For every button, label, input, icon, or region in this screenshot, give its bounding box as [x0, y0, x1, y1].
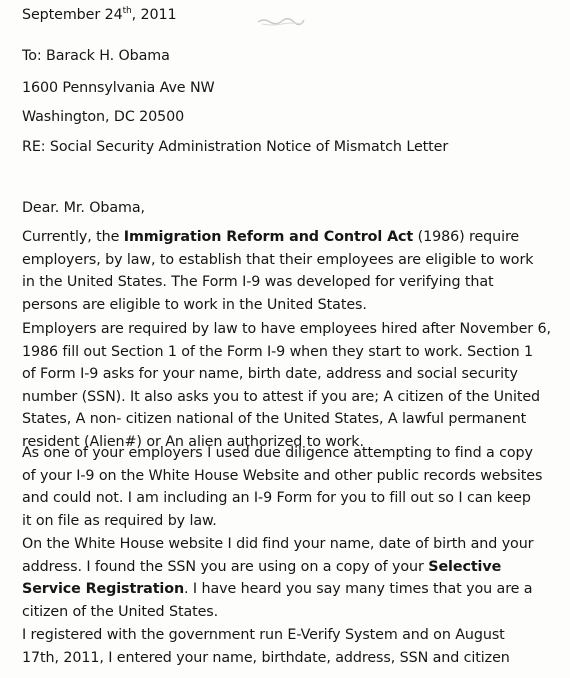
letter-date: September 24th, 2011: [22, 6, 177, 23]
recipient-line: To: Barack H. Obama: [22, 48, 170, 64]
paragraph-4: On the White House website I did find your name, date of birth and your address. I found the SSN you are using on a copy of your Selective Service Registration. I have heard you say many times that you are a citizen of the United States.: [22, 536, 534, 620]
paragraph-3: As one of your employers I used due diligence attempting to find a copy of your I-9 on the White House Website and other public records websites and could not. I am including an I-9 Form for you to fill out so I can keep it on file as required by law.: [22, 445, 543, 529]
act-name: Immigration Reform and Control Act: [123, 229, 414, 245]
registration-name-part2: Service Registration: [22, 581, 185, 597]
paragraph-1: Currently, the Immigration Reform and Control Act (1986) require employers, by law, to establish that their employees are eligible to work in the United States. The Form I-9 was developed for verifying that persons are eligible to work in the United States.: [22, 229, 534, 313]
scan-smudge-mark: [256, 14, 306, 28]
address-line-1: 1600 Pennsylvania Ave NW: [22, 80, 215, 96]
address-line-2: Washington, DC 20500: [22, 109, 185, 125]
subject-line: RE: Social Security Administration Notice of Mismatch Letter: [22, 139, 449, 155]
paragraph-5: I registered with the government run E-Verify System and on August 17th, 2011, I entered your name, birthdate, address, SSN and citizen: [22, 627, 510, 666]
paragraph-2: Employers are required by law to have employees hired after November 6, 1986 fill out Section 1 of the Form I-9 when they start to work. Section 1 of Form I-9 asks for your name, birth date, address and social security number (SSN). It also asks you to attest if you are; A citizen of the United States, A non- citizen national of the United States, A lawful permanent resident (Alien#) or An alien authorized to work.: [22, 321, 551, 450]
salutation: Dear. Mr. Obama,: [22, 200, 145, 216]
registration-name-part1: Selective: [428, 558, 502, 575]
